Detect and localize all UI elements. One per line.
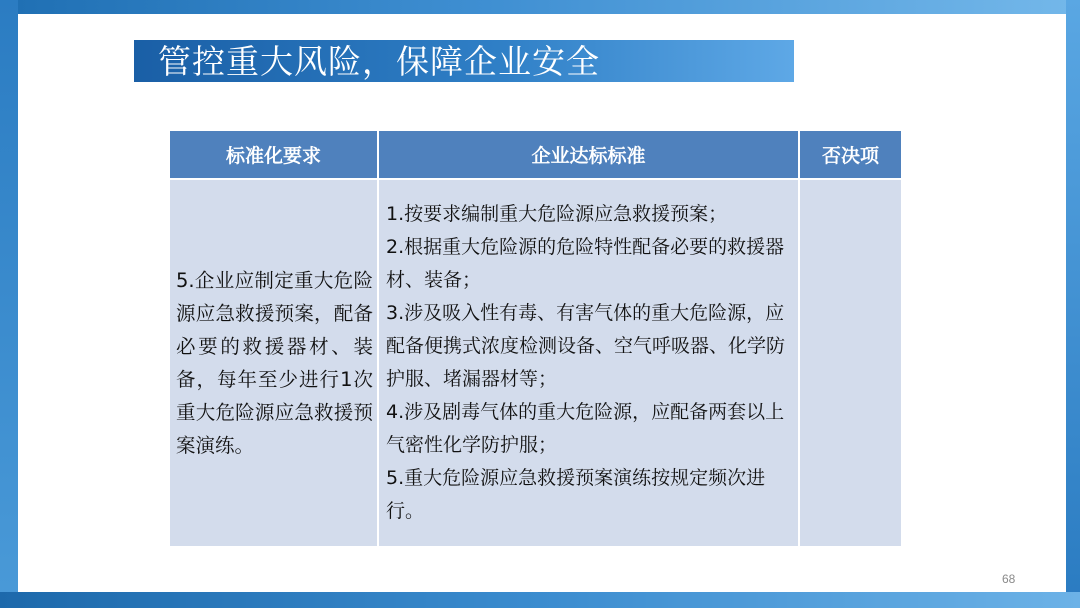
- slide-frame-left: [0, 0, 18, 608]
- header-standard: 企业达标标准: [378, 131, 799, 179]
- table-header-row: [170, 131, 901, 179]
- standard-item: 1.按要求编制重大危险源应急救援预案；: [386, 203, 728, 225]
- slide-frame-bottom: [0, 592, 1080, 608]
- slide-title: 管控重大风险，保障企业安全: [158, 42, 600, 81]
- header-veto: 否决项: [799, 131, 901, 179]
- standard-item: 3.涉及吸入性有毒、有害气体的重大危险源，应配备便携式浓度检测设备、空气呼吸器、化学防护服、堵漏器材等；: [386, 302, 786, 390]
- header-requirement: 标准化要求: [170, 131, 378, 179]
- standard-cell: [378, 179, 799, 546]
- requirement-cell: [170, 179, 378, 546]
- requirement-text: 5.企业应制定重大危险源应急救援预案，配备必要的救援器材、装备，每年至少进行1次重大危险源应急救援预案演练。: [176, 269, 373, 457]
- standard-item: 5.重大危险源应急救援预案演练按规定频次进行。: [386, 467, 766, 522]
- standard-item: 4.涉及剧毒气体的重大危险源，应配备两套以上气密性化学防护服；: [386, 401, 785, 456]
- requirements-table: [170, 131, 901, 546]
- page-number: 68: [1002, 572, 1016, 586]
- slide-frame-right: [1066, 0, 1080, 608]
- table-row: [170, 179, 901, 546]
- standard-list: [379, 198, 798, 528]
- slide-frame-top: [0, 0, 1080, 14]
- veto-cell: [799, 179, 901, 546]
- standard-item: 2.根据重大危险源的危险特性配备必要的救援器材、装备；: [386, 236, 785, 291]
- title-bar: [134, 40, 794, 82]
